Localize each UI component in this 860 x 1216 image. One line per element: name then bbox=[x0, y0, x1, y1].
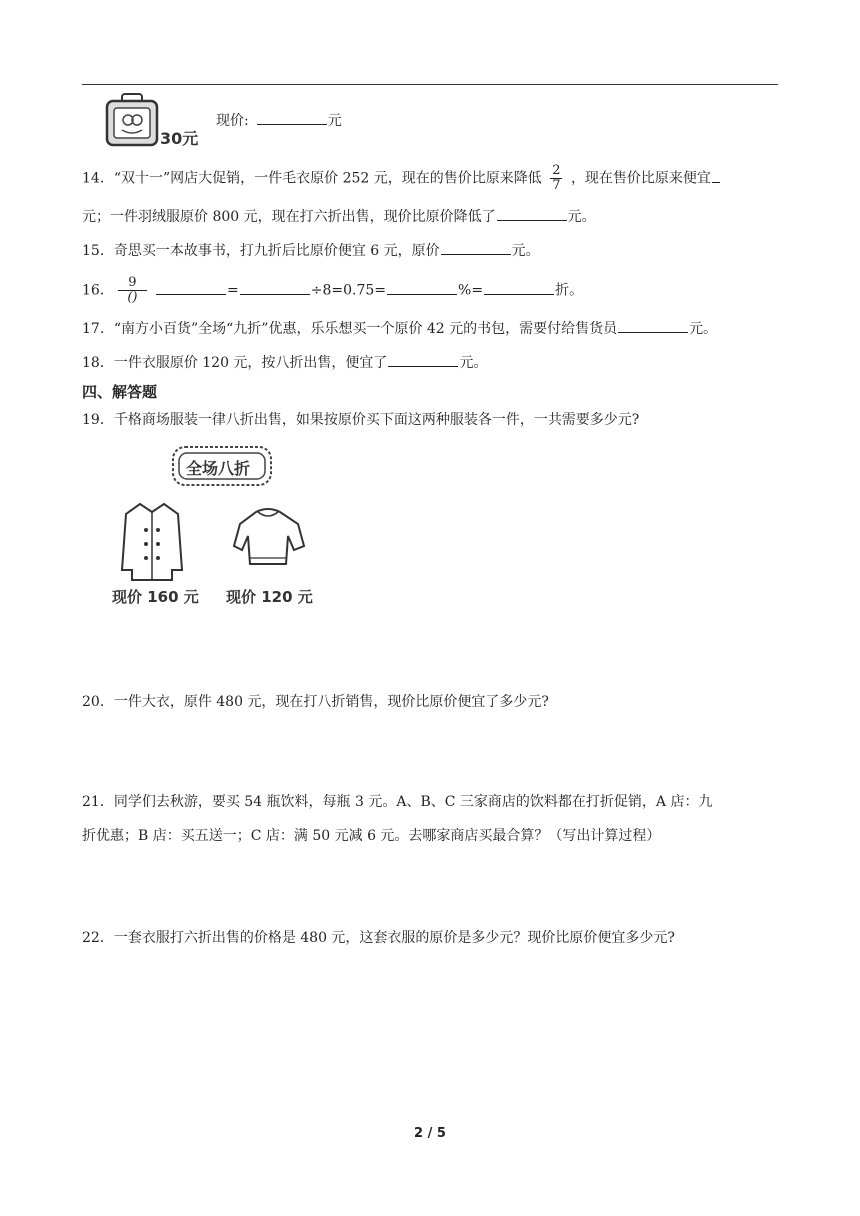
q13-answer-line: 现价: 元 bbox=[216, 110, 342, 131]
q14-blank-2[interactable] bbox=[497, 206, 567, 221]
question-20: 20．一件大衣，原件 480 元，现在打八折销售，现价比原价便宜了多少元? bbox=[82, 694, 549, 710]
question-21-line1: 21．同学们去秋游，要买 54 瓶饮料，每瓶 3 元。A、B、C 三家商店的饮料都在打折促销，A 店：九 bbox=[82, 794, 713, 810]
q16-blank-4[interactable] bbox=[484, 280, 554, 295]
question-19: 19．千格商场服装一律八折出售，如果按原价买下面这两种服装各一件，一共需要多少元? bbox=[82, 412, 640, 428]
q16-blank-3[interactable] bbox=[387, 280, 457, 295]
q19-figure bbox=[108, 444, 328, 610]
q16-blank-1[interactable] bbox=[156, 280, 226, 295]
question-18: 18．一件衣服原价 120 元，按八折出售，便宜了 元。 bbox=[82, 352, 487, 373]
q13-blank[interactable] bbox=[257, 110, 327, 125]
bag-figure bbox=[104, 92, 204, 148]
coat-price-label: 现价 160 元 bbox=[112, 588, 199, 606]
question-21-line2: 折优惠；B 店：买五送一；C 店：满 50 元减 6 元。去哪家商店买最合算？（写出计算过程） bbox=[82, 828, 661, 844]
question-17: 17．“南方小百货”全场“九折”优惠，乐乐想买一个原价 42 元的书包，需要付给售货员 元。 bbox=[82, 318, 717, 339]
bag-price-label: 30元 bbox=[160, 129, 199, 148]
question-15: 15．奇思买一本故事书，打九折后比原价便宜 6 元，原价 元。 bbox=[82, 240, 540, 261]
q14-blank-1[interactable] bbox=[712, 168, 720, 183]
question-16: 16． $\frac{9}{()}$ = ÷8=0.75= %= 折。 bbox=[82, 275, 584, 305]
q16-blank-2[interactable] bbox=[240, 280, 310, 295]
question-14-line1: 14．“双十一”网店大促销，一件毛衣原价 252 元，现在的售价比原来降低 $\frac{2}{7}$ ，现在售价比原来便宜 bbox=[82, 164, 721, 193]
header-rule bbox=[82, 84, 778, 85]
q14-fraction: $\frac{2}{7}$ bbox=[552, 163, 561, 193]
question-22: 22．一套衣服打六折出售的价格是 480 元，这套衣服的原价是多少元？现价比原价便宜多少元? bbox=[82, 930, 675, 946]
q15-blank[interactable] bbox=[441, 240, 511, 255]
q18-blank[interactable] bbox=[388, 352, 458, 367]
page-number: 2 / 5 bbox=[414, 1126, 446, 1141]
sweater-price-label: 现价 120 元 bbox=[226, 588, 313, 606]
sweater-icon bbox=[232, 506, 306, 572]
q17-blank[interactable] bbox=[618, 318, 688, 333]
bag-icon bbox=[104, 92, 164, 148]
section-title: 四、解答题 bbox=[82, 383, 158, 401]
q16-fraction: $\frac{9}{()}$ bbox=[118, 276, 146, 305]
sale-sign-text: 全场八折 bbox=[186, 459, 251, 478]
question-14-line2: 元；一件羽绒服原价 800 元，现在打六折出售，现价比原价降低了 元。 bbox=[82, 206, 596, 227]
coat-icon bbox=[120, 500, 184, 582]
